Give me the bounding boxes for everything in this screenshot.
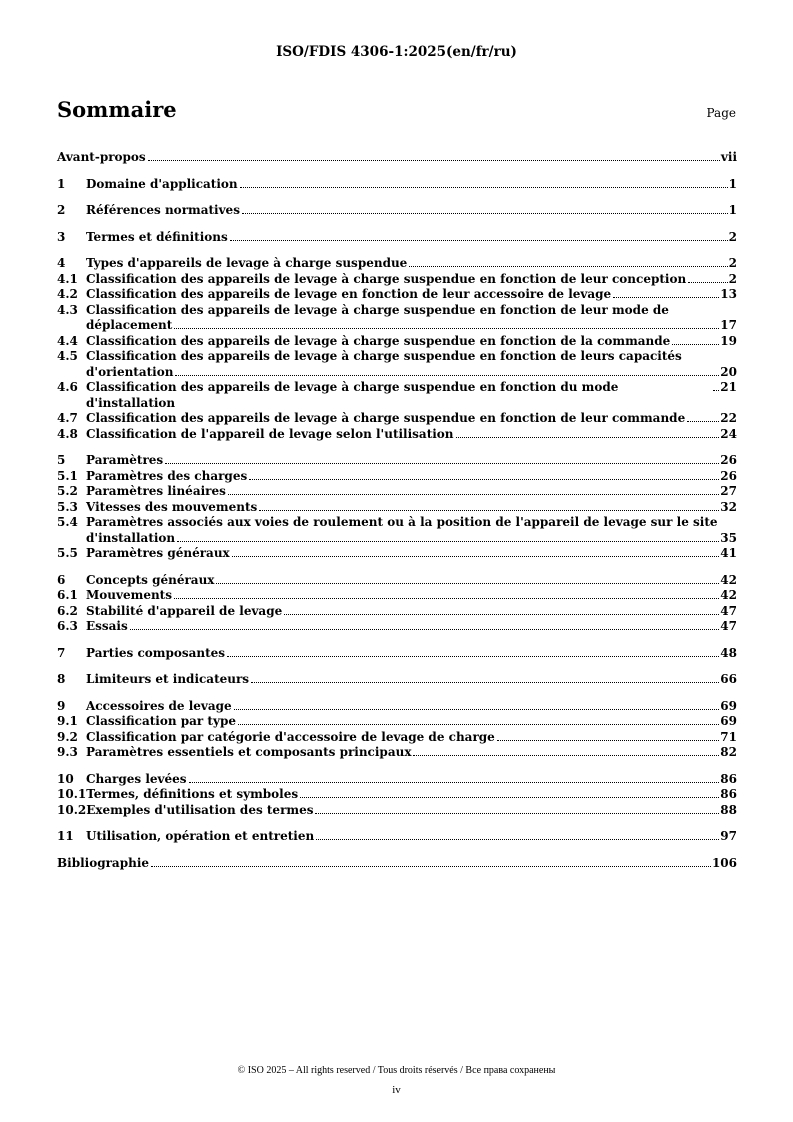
toc-entry[interactable] [57, 484, 737, 500]
toc-leader-dots [232, 556, 720, 557]
toc-entry[interactable] [57, 699, 737, 715]
toc-entry-text: Classification des appareils de levage à charge suspendue en fonction du mode d'installation [86, 380, 619, 410]
toc-entry[interactable] [57, 230, 737, 246]
toc-leader-dots [409, 266, 727, 267]
toc-entry-number: 4.6 [57, 380, 78, 394]
toc-entry-text: Utilisation, opération et entretien [86, 829, 315, 843]
toc-entry-continuation[interactable] [57, 365, 737, 381]
toc-entry[interactable] [57, 427, 737, 443]
toc-entry-number: 9.3 [57, 745, 78, 759]
toc-leader-dots [174, 598, 719, 599]
toc-entry-page: 21 [720, 380, 737, 394]
toc-entry-page: 19 [720, 333, 737, 348]
toc-entry-page: 32 [720, 499, 737, 514]
copyright-footer: © ISO 2025 – All rights reserved / Tous droits réservés / Все права сохранены [237, 1065, 556, 1076]
toc-entry-body [86, 772, 737, 788]
toc-entry-page: 47 [720, 619, 737, 633]
toc-entry-text: Paramètres [86, 453, 164, 467]
toc-entry[interactable] [57, 303, 737, 319]
toc-leader-dots [284, 614, 719, 615]
toc-entry[interactable] [57, 380, 737, 411]
toc-entry-page: 2 [728, 256, 737, 270]
toc-entry-body [86, 469, 737, 485]
toc-entry-page: 86 [720, 787, 737, 801]
toc-entry-page: vii [720, 150, 737, 164]
toc-entry-number: 6.3 [57, 619, 78, 633]
toc-entry-page: 2 [728, 229, 737, 244]
toc-entry[interactable] [57, 772, 737, 788]
toc-entry-text: Classification des appareils de levage à charge suspendue en fonction de la commande [86, 333, 671, 348]
toc-entry-page: 26 [720, 453, 737, 467]
toc-entry-body [86, 745, 737, 761]
toc-leader-dots [713, 390, 719, 391]
toc-entry-page: 20 [720, 364, 737, 379]
toc-entry-body [86, 803, 737, 819]
toc-leader-dots [688, 282, 727, 283]
toc-entry-page: 1 [728, 203, 737, 217]
toc-entry-text: Accessoires de levage [86, 698, 232, 713]
page-column-label: Page [706, 106, 736, 120]
toc-leader-dots [175, 375, 719, 376]
toc-entry[interactable] [57, 500, 737, 516]
toc-entry-number: 4.3 [57, 302, 78, 317]
toc-entry-body [86, 272, 737, 288]
toc-entry-number: 1 [57, 176, 66, 191]
toc-entry-page: 42 [720, 588, 737, 602]
toc-entry-page: 66 [720, 672, 737, 686]
toc-leader-dots [234, 709, 720, 710]
toc-entry[interactable] [57, 573, 737, 589]
toc-entry-number: 6.2 [57, 603, 78, 618]
toc-entry-body [86, 500, 737, 516]
toc-leader-dots [687, 421, 719, 422]
toc-entry[interactable] [57, 787, 737, 803]
toc-entry-text: Vitesses des mouvements [86, 499, 258, 514]
toc-entry-text: Classification des appareils de levage à charge suspendue en fonction de leur commande [86, 411, 686, 425]
toc-leader-dots [315, 813, 719, 814]
toc-entry-continuation[interactable] [57, 318, 737, 334]
toc-entry-text: Essais [86, 619, 128, 633]
toc-entry-number: 4.8 [57, 426, 78, 441]
toc-entry-number: 5.3 [57, 499, 78, 514]
toc-entry-number: 6 [57, 572, 66, 587]
toc-entry-number: 2 [57, 203, 66, 217]
toc-entry-body [86, 411, 737, 427]
toc-entry-text-continued: déplacement [86, 318, 173, 332]
toc-entry-page: 48 [720, 645, 737, 660]
toc-entry[interactable] [57, 177, 737, 193]
toc-entry-page: 13 [720, 287, 737, 301]
toc-entry-body [86, 380, 737, 411]
toc-entry-body [86, 699, 737, 715]
toc-entry-body [86, 829, 737, 845]
toc-entry[interactable] [57, 646, 737, 662]
toc-leader-dots [165, 463, 719, 464]
toc-entry-text: Paramètres des charges [86, 468, 248, 483]
toc-entry-number: 5.1 [57, 468, 78, 483]
toc-entry-text: Types d'appareils de levage à charge suspendue [86, 256, 408, 270]
toc-leader-dots [230, 240, 728, 241]
toc-entry[interactable] [57, 672, 737, 688]
toc-leader-dots [240, 187, 728, 188]
toc-entry-body [86, 303, 737, 319]
toc-entry-page: 86 [720, 771, 737, 786]
toc-entry-body [86, 546, 737, 562]
toc-entry-body [86, 177, 737, 193]
toc-entry-body [86, 672, 737, 688]
toc-entry-number: 4.2 [57, 287, 78, 301]
toc-leader-dots [413, 755, 719, 756]
toc-entry-body [86, 365, 737, 381]
toc-entry[interactable] [57, 714, 737, 730]
toc-entry-number: 4.5 [57, 349, 78, 363]
toc-entry-body [86, 588, 737, 604]
toc-entry-page: 106 [711, 855, 737, 870]
toc-leader-dots [148, 160, 720, 161]
toc-entry-text: Limiteurs et indicateurs [86, 672, 250, 686]
toc-leader-dots [672, 344, 719, 345]
toc-leader-dots [228, 494, 719, 495]
toc-entry-page: 88 [720, 802, 737, 817]
toc-entry-number: 4.7 [57, 411, 78, 425]
toc-leader-dots [251, 682, 719, 683]
toc-entry-number: 5.4 [57, 515, 78, 529]
toc-entry-number: 5.2 [57, 484, 78, 498]
toc-entry-number: 7 [57, 645, 66, 660]
toc-entry-page: 97 [720, 829, 737, 843]
toc-entry[interactable] [57, 150, 737, 166]
toc-entry-body [86, 730, 737, 746]
toc-entry[interactable] [57, 588, 737, 604]
toc-entry-text: Classification de l'appareil de levage selon l'utilisation [86, 426, 454, 441]
toc-entry[interactable] [57, 203, 737, 219]
toc-entry-text-continued: d'orientation [86, 364, 174, 379]
toc-entry-number: 11 [57, 829, 74, 843]
toc-entry-number: 10 [57, 771, 74, 786]
toc-entry-body [86, 787, 737, 803]
toc-entry-body [86, 427, 737, 443]
toc-entry-number: 10.2 [57, 802, 87, 817]
toc-leader-dots [316, 839, 719, 840]
toc-entry-number: 8 [57, 672, 66, 686]
toc-leader-dots [130, 629, 720, 630]
toc-entry[interactable] [57, 546, 737, 562]
toc-entry-body [86, 256, 737, 272]
toc-entry-page: 17 [720, 318, 737, 332]
toc-entry-text: Références normatives [86, 203, 240, 217]
toc-leader-dots [238, 724, 719, 725]
toc-entry-page: 2 [728, 271, 737, 286]
toc-entry-text: Termes et définitions [86, 229, 228, 244]
toc-leader-dots [227, 656, 719, 657]
toc-entry-body [86, 619, 737, 635]
toc-leader-dots [216, 583, 719, 584]
toc-entry[interactable] [57, 745, 737, 761]
toc-leader-dots [242, 213, 728, 214]
toc-entry-number: 9.1 [57, 714, 78, 728]
toc-entry-text: Classification par catégorie d'accessoire de levage de charge [86, 729, 495, 744]
toc-entry-body [86, 646, 737, 662]
toc-entry-text: Paramètres généraux [86, 546, 230, 560]
toc-entry-page: 71 [720, 729, 737, 744]
toc-entry[interactable] [57, 272, 737, 288]
toc-entry[interactable] [57, 730, 737, 746]
toc-entry-page: 42 [720, 572, 737, 587]
toc-entry[interactable] [57, 469, 737, 485]
toc-entry[interactable] [57, 287, 737, 303]
toc-entry-body [57, 150, 737, 166]
toc-entry-body [86, 230, 737, 246]
toc-entry-number: 5.5 [57, 546, 78, 560]
toc-entry-text: Domaine d'application [86, 176, 238, 191]
toc-entry[interactable] [57, 256, 737, 272]
toc-entry-text: Charges levées [86, 771, 187, 786]
toc-entry-body [86, 484, 737, 500]
toc-entry[interactable] [57, 604, 737, 620]
toc-entry-text: Termes, définitions et symboles [86, 787, 299, 801]
toc-entry-text: Classification des appareils de levage à charge suspendue en fonction de leur mode de [86, 302, 669, 317]
toc-entry-text: Avant-propos [57, 150, 146, 164]
toc-leader-dots [177, 541, 719, 542]
toc-entry-body [57, 856, 737, 872]
toc-entry-page: 26 [720, 468, 737, 483]
toc-entry-number: 5 [57, 453, 66, 467]
toc-entry-body [86, 714, 737, 730]
toc-entry-text: Classification des appareils de levage à charge suspendue en fonction de leurs capacités [86, 349, 682, 363]
toc-entry-page: 41 [720, 546, 737, 560]
toc-entry[interactable] [57, 453, 737, 469]
table-of-contents [57, 150, 737, 871]
toc-entry-text: Classification des appareils de levage à charge suspendue en fonction de leur conception [86, 271, 687, 286]
page-title: Sommaire [57, 97, 177, 122]
page-number: iv [392, 1084, 401, 1096]
toc-entry-number: 10.1 [57, 787, 87, 801]
toc-leader-dots [189, 782, 720, 783]
toc-entry[interactable] [57, 829, 737, 845]
toc-leader-dots [151, 866, 711, 867]
toc-leader-dots [300, 797, 719, 798]
toc-entry[interactable] [57, 803, 737, 819]
toc-entry-text: Mouvements [86, 588, 172, 602]
toc-entry-page: 1 [728, 176, 737, 191]
toc-entry-text-continued: d'installation [86, 530, 176, 545]
toc-entry-text: Classification par type [86, 714, 236, 728]
toc-entry-body [86, 515, 737, 531]
toc-entry-text: Classification des appareils de levage en fonction de leur accessoire de levage [86, 287, 612, 301]
toc-entry[interactable] [57, 515, 737, 531]
toc-leader-dots [613, 297, 719, 298]
toc-entry-number: 4.4 [57, 333, 78, 348]
toc-entry-body [86, 573, 737, 589]
toc-entry[interactable] [57, 349, 737, 365]
toc-entry-number: 4.1 [57, 271, 78, 286]
toc-entry-text: Paramètres linéaires [86, 484, 226, 498]
toc-entry[interactable] [57, 619, 737, 635]
toc-entry-text: Paramètres associés aux voies de roulement ou à la position de l'appareil de levage sur le site [86, 515, 718, 529]
document-header: ISO/FDIS 4306-1:2025(en/fr/ru) [276, 44, 517, 60]
toc-entry-body [86, 203, 737, 219]
toc-entry-text: Concepts généraux [86, 572, 215, 587]
toc-entry-page: 47 [720, 603, 737, 618]
toc-entry[interactable] [57, 411, 737, 427]
toc-entry-page: 27 [720, 484, 737, 498]
toc-leader-dots [456, 437, 720, 438]
toc-entry-body [86, 349, 737, 365]
toc-entry-body [86, 604, 737, 620]
toc-entry-text: Stabilité d'appareil de levage [86, 603, 283, 618]
toc-entry-number: 9.2 [57, 729, 78, 744]
toc-entry-text: Parties composantes [86, 645, 226, 660]
toc-entry-page: 35 [720, 530, 737, 545]
toc-entry-text: Bibliographie [57, 855, 150, 870]
toc-entry-text: Exemples d'utilisation des termes [86, 802, 314, 817]
toc-entry-number: 6.1 [57, 588, 78, 602]
toc-entry-page: 82 [720, 745, 737, 759]
toc-entry-body [86, 318, 737, 334]
toc-entry-page: 69 [720, 714, 737, 728]
toc-entry[interactable] [57, 334, 737, 350]
toc-entry-number: 4 [57, 256, 66, 270]
toc-entry-page: 69 [720, 698, 737, 713]
toc-leader-dots [497, 740, 720, 741]
toc-entry-body [86, 334, 737, 350]
toc-entry-page: 24 [720, 426, 737, 441]
toc-entry-page: 22 [720, 411, 737, 425]
toc-leader-dots [249, 479, 719, 480]
toc-entry-number: 3 [57, 229, 66, 244]
toc-entry[interactable] [57, 856, 737, 872]
toc-entry-body [86, 531, 737, 547]
toc-entry-continuation[interactable] [57, 531, 737, 547]
toc-entry-body [86, 287, 737, 303]
toc-entry-number: 9 [57, 698, 66, 713]
toc-entry-text: Paramètres essentiels et composants principaux [86, 745, 412, 759]
toc-leader-dots [174, 328, 719, 329]
toc-leader-dots [259, 510, 719, 511]
toc-entry-body [86, 453, 737, 469]
